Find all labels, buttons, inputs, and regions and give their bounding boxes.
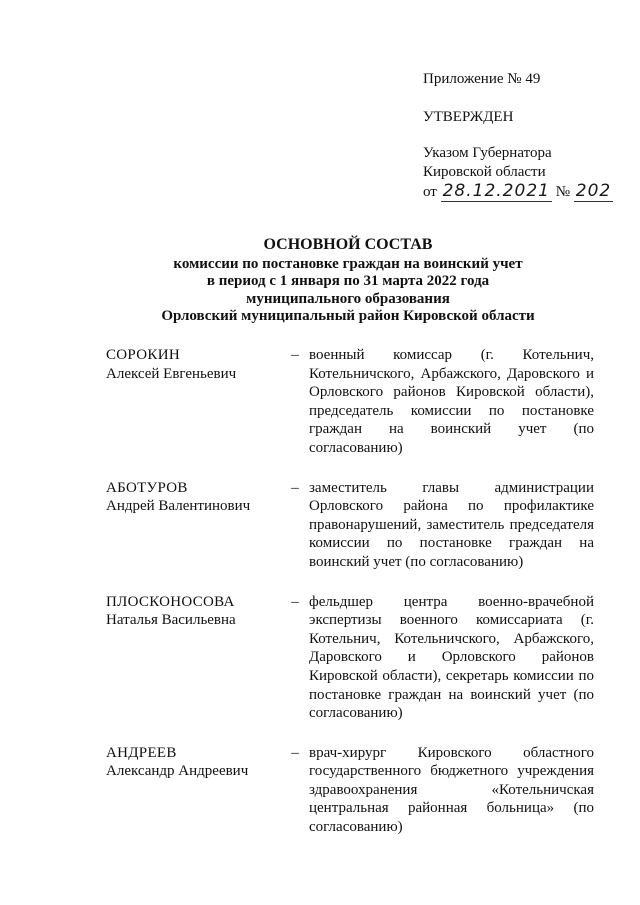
member-given-name: Наталья Васильевна [106, 612, 236, 629]
decree-date-number [423, 182, 623, 202]
member-given-name: Алексей Евгеньевич [106, 365, 237, 382]
member-duty: заместитель главы администрации Орловского района по профилактике правонарушений, заместитель председателя комиссии по постановке граждан на воинский учет (по согласованию) [309, 479, 594, 570]
member-surname: АБОТУРОВ [106, 479, 188, 496]
member-duty: фельдшер центра военно-врачебной экспертизы военного комиссариата (г. Котельнич, Котельничского, Арбажского, Даровского и Орловского районов Кировской области), секретарь комиссии по постановке граждан на воинский учет (по согласованию) [309, 593, 594, 722]
member-entry [106, 593, 594, 723]
title-line: в период с 1 января по 31 марта 2022 года [206, 273, 490, 289]
member-given-name: Александр Андреевич [106, 763, 249, 780]
title-main: ОСНОВНОЙ СОСТАВ [263, 236, 433, 253]
title-line: комиссии по постановке граждан на воинский учет [173, 255, 523, 272]
member-surname: СОРОКИН [106, 347, 180, 363]
members-list [106, 346, 594, 837]
dash-separator: – [291, 744, 299, 761]
appendix-number: Приложение № 49 [423, 71, 541, 87]
member-entry [106, 479, 594, 572]
member-name [106, 346, 281, 458]
handwritten-number: 202 [575, 181, 612, 201]
member-entry [106, 346, 594, 458]
document-title [80, 236, 616, 326]
member-given-name: Андрей Валентинович [106, 498, 251, 515]
approved-label: УТВЕРЖДЕН [423, 109, 514, 125]
dash-separator: – [291, 479, 299, 496]
approval-header [423, 70, 623, 202]
member-duty: военный комиссар (г. Котельнич, Котельничского, Арбажского, Даровского и Орловского районов Кировской области), председатель комиссии по постановке граждан на воинский учет (по согласованию) [309, 347, 594, 456]
decree-line-2: Кировской области [423, 164, 546, 180]
member-duty: врач-хирург Кировского областного государственного бюджетного учреждения здравоохранения «Котельничская центральная районная больница» (по согласованию) [309, 744, 594, 836]
dash-separator: – [291, 593, 299, 610]
dash-separator: – [291, 347, 299, 363]
title-line: муниципального образования [246, 290, 450, 307]
member-name [106, 479, 281, 572]
member-name [106, 593, 281, 723]
decree-line-1: Указом Губернатора [423, 145, 552, 161]
decree-from-label: от [423, 184, 437, 200]
member-surname: ПЛОСКОНОСОВА [106, 593, 235, 610]
member-surname: АНДРЕЕВ [106, 744, 177, 761]
handwritten-date: 28.12.2021 [442, 181, 550, 201]
decree-number-sign: № [555, 184, 571, 200]
member-name [106, 744, 281, 837]
title-line: Орловский муниципальный район Кировской области [161, 308, 535, 324]
member-entry [106, 744, 594, 837]
